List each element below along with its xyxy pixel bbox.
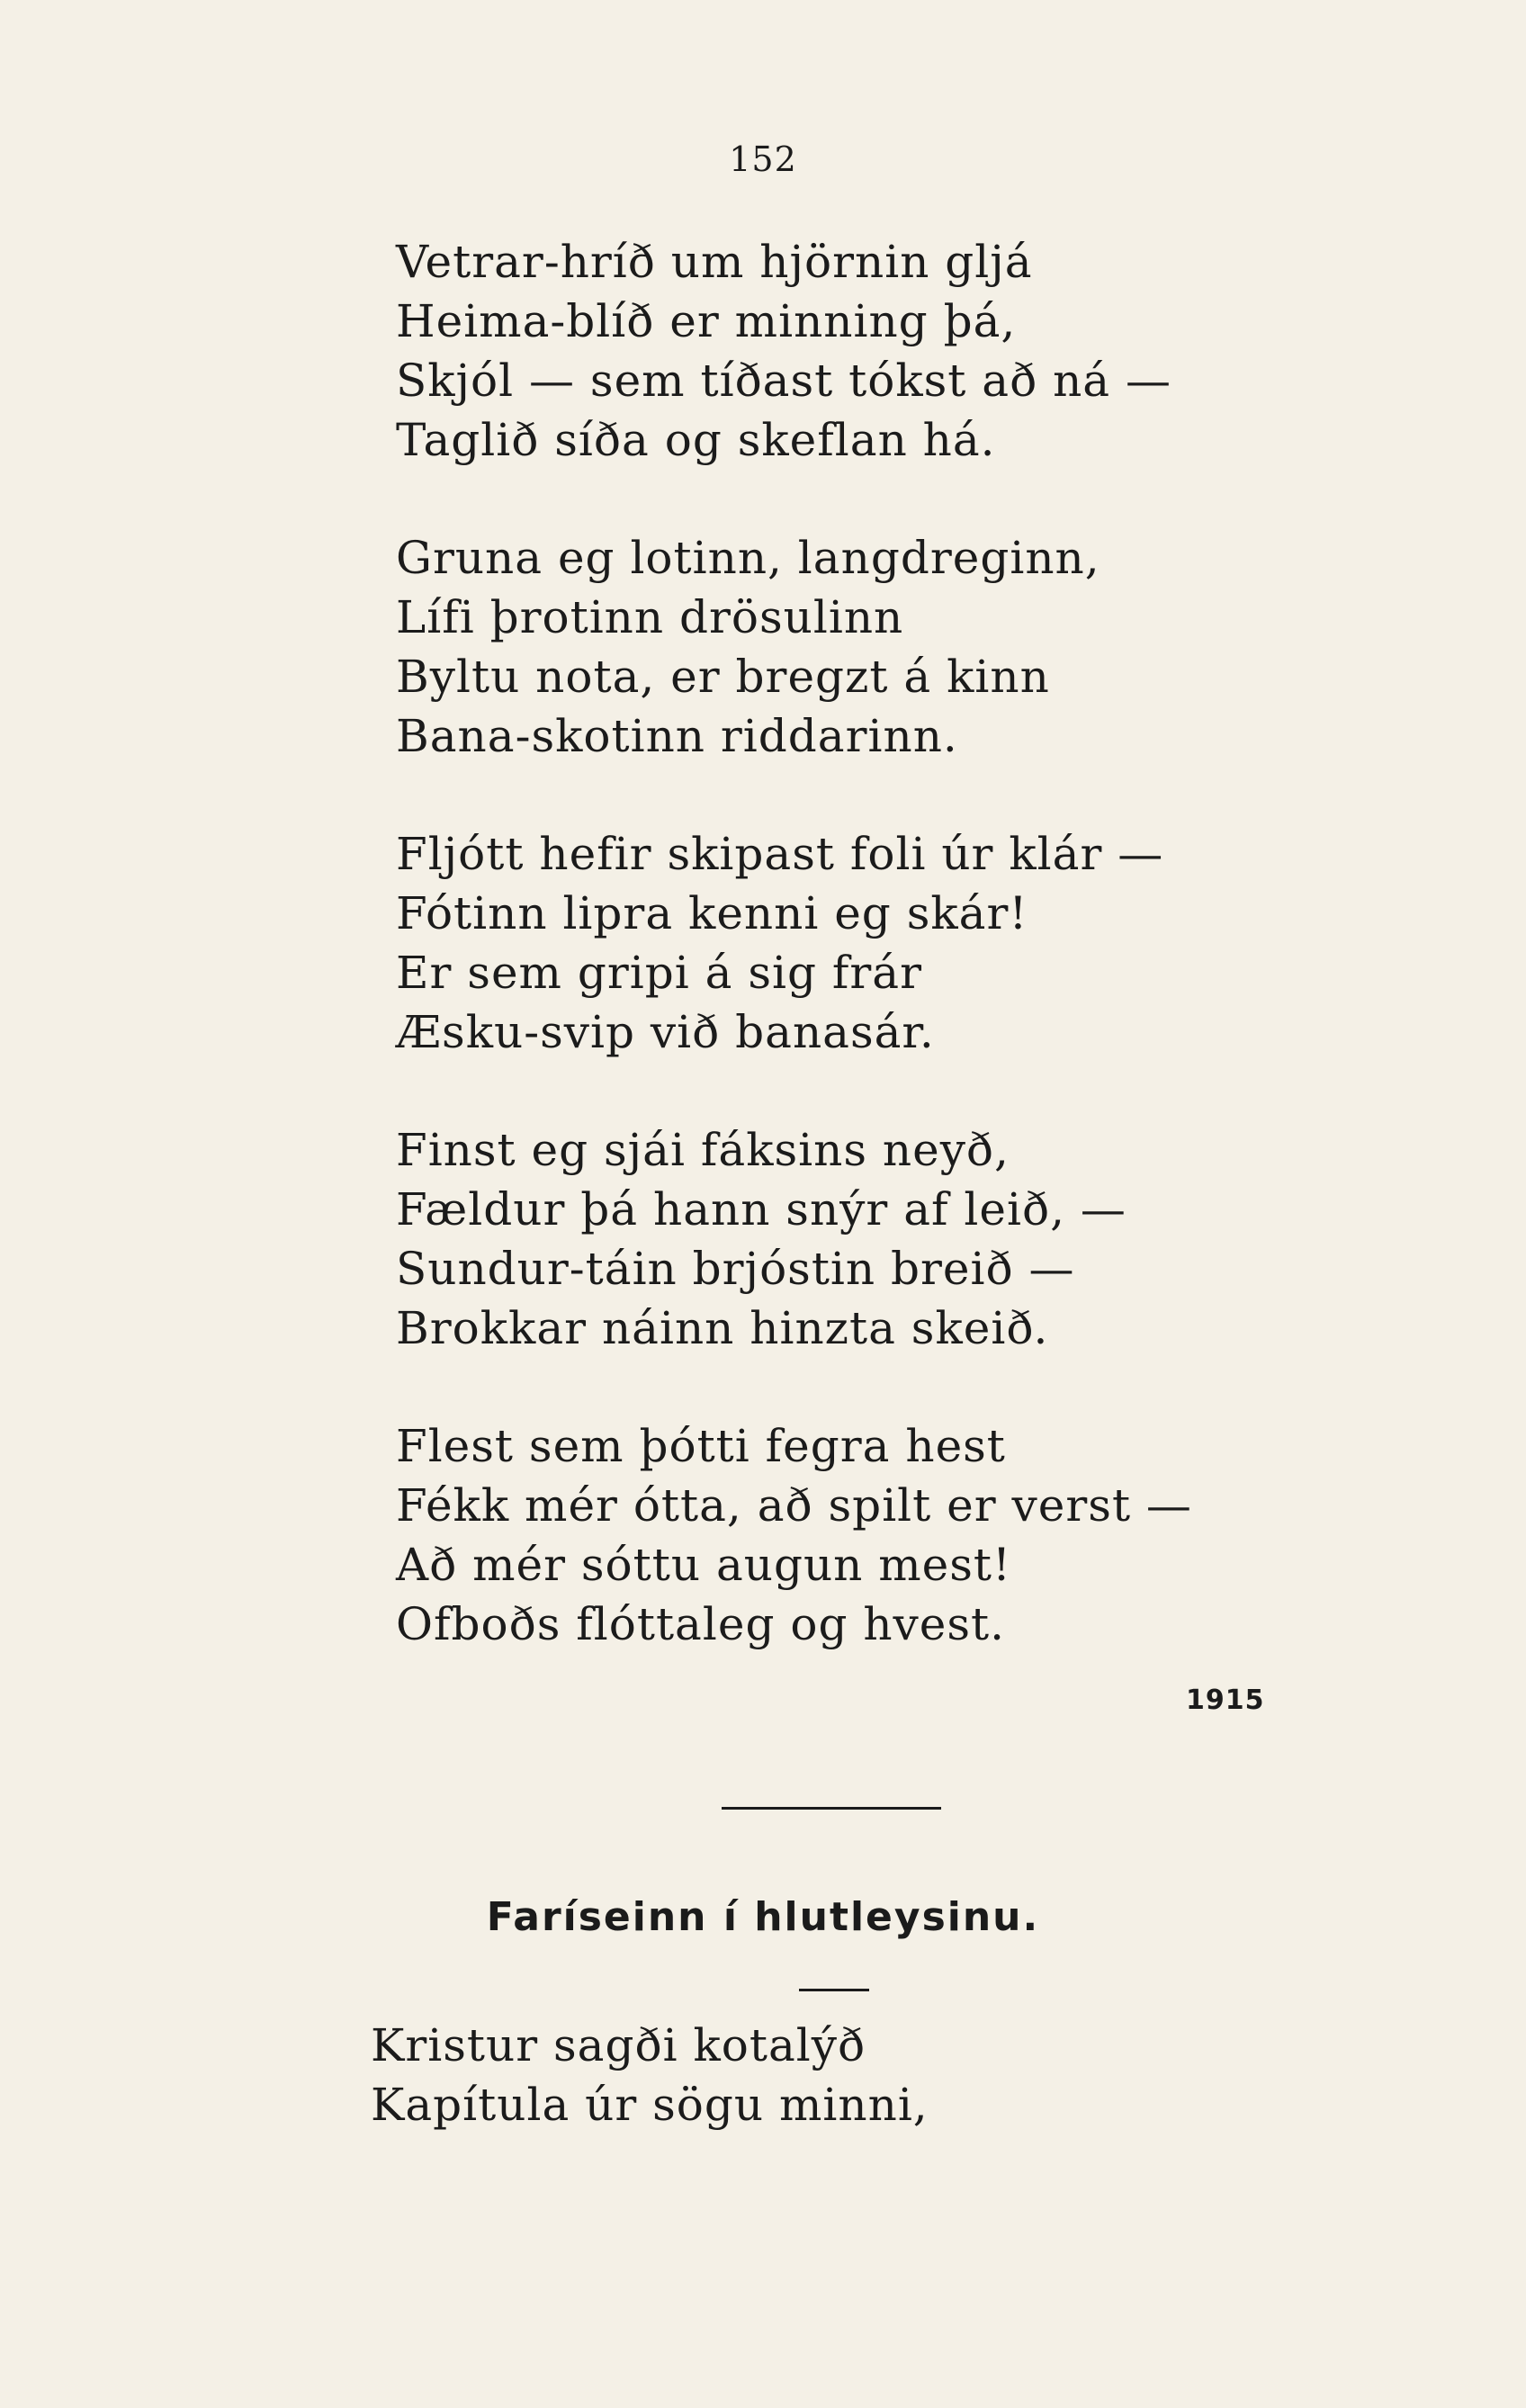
poem-line: Er sem gripi á sig frár (396, 947, 923, 999)
stanza (396, 232, 1296, 470)
poem-body (396, 232, 1296, 1712)
poem-line: Fékk mér ótta, að spilt er verst — (396, 1479, 1192, 1532)
poem-line: Fældur þá hann snýr af leið, — (396, 1183, 1127, 1235)
poem-line: Flest sem þótti fegra hest (396, 1420, 1006, 1472)
poem-line: Gruna eg lotinn, langdreginn, (396, 532, 1100, 584)
poem-line: Byltu nota, er bregzt á kinn (396, 651, 1050, 703)
poem-year: 1915 (1186, 1685, 1265, 1716)
poem-line: Taglið síða og skeflan há. (396, 414, 996, 466)
title-divider (799, 1989, 869, 1991)
poem-line: Að mér sóttu augun mest! (396, 1539, 1012, 1591)
section-divider (722, 1807, 941, 1810)
poem-line: Æsku-svip við banasár. (396, 1006, 935, 1058)
poem-line: Skjól — sem tíðast tókst að ná — (396, 355, 1171, 407)
stanza (396, 1416, 1296, 1654)
poem-line: Lífi þrotinn drösulinn (396, 591, 904, 643)
page-number: 152 (729, 139, 797, 179)
poem-line: Vetrar-hríð um hjörnin gljá (396, 236, 1033, 288)
poem-line: Kapítula úr sögu minni, (371, 2079, 929, 2131)
poem-line: Heima-blíð er minning þá, (396, 295, 1017, 347)
poem-line: Bana-skotinn riddarinn. (396, 710, 958, 762)
poem-line: Sundur-táin brjóstin breið — (396, 1243, 1075, 1295)
stanza (396, 824, 1296, 1062)
poem-line: Ofboðs flóttaleg og hvest. (396, 1598, 1006, 1650)
poem-line: Fótinn lipra kenni eg skár! (396, 887, 1028, 939)
poem-line: Brokkar náinn hinzta skeið. (396, 1302, 1049, 1354)
poem-line: Finst eg sjái fáksins neyð, (396, 1124, 1010, 1176)
stanza (396, 528, 1296, 766)
stanza (396, 1120, 1296, 1358)
next-poem-title: Faríseinn í hlutleysinu. (486, 1894, 1040, 1940)
next-poem-body (371, 2016, 1360, 2134)
poem-line: Kristur sagði kotalýð (371, 2019, 866, 2071)
poem-line: Fljótt hefir skipast foli úr klár — (396, 828, 1164, 880)
